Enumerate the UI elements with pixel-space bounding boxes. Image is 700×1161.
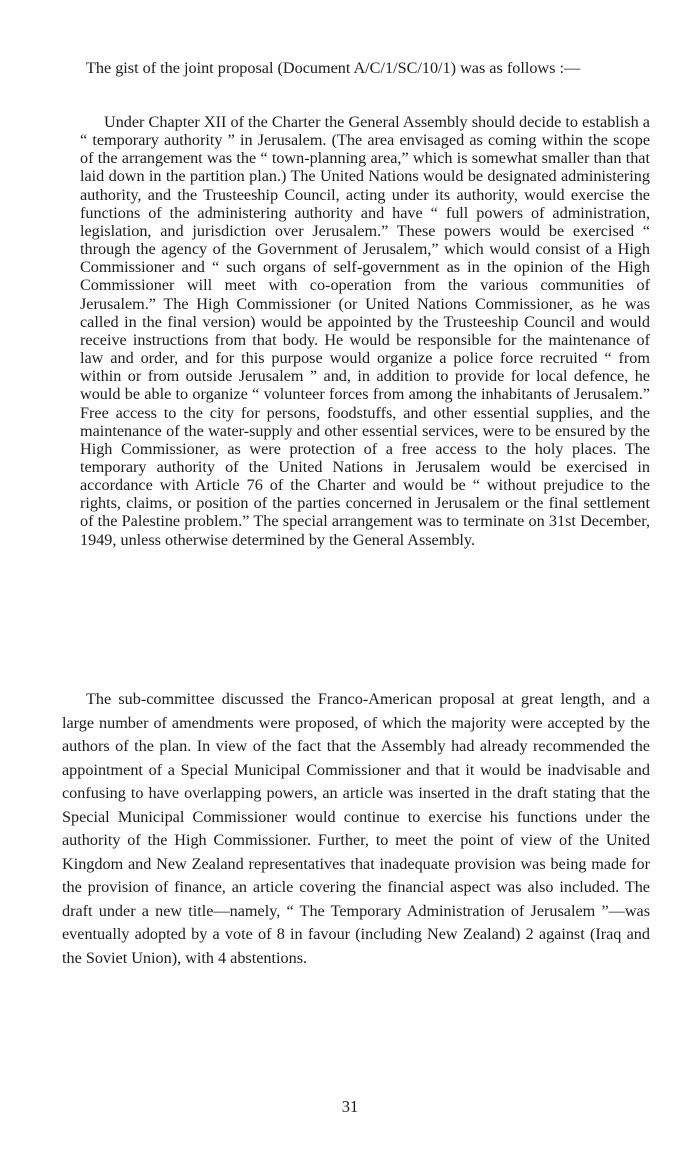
page-number: 31 — [341, 1097, 359, 1116]
subcommittee-paragraph: The sub-committee discussed the Franco-American proposal at great length, and a large number of amendments were proposed, of which the majority were accepted by the authors of the plan. In view of the fact that the Assembly had already recommended the appointment of a Special Municipal Commissioner and that it would be inadvisable and confusing to have overlapping powers, an article was inserted in the draft stating that the Special Municipal Commissioner would continue to exercise his functions under the authority of the High Commissioner. Further, to meet the point of view of the United Kingdom and New Zealand representatives that inadequate provision was being made for the provision of finance, an article covering the financial aspect was also included. The draft under a new title—namely, “ The Temporary Administration of Jerusalem ”—was eventually adopted by a vote of 8 in favour (including New Zealand) 2 against (Iraq and the Soviet Union), with 4 abstentions. — [62, 690, 650, 967]
quoted-proposal-paragraph: Under Chapter XII of the Charter the General Assembly should decide to establish a “ temporary authority ” in Jerusalem. (The area envisaged as coming within the scope of the arrangement was the “ town-planning area,” which is somewhat smaller than that laid down in the partition plan.) The United Nations would be designated administering authority, and the Trusteeship Council, acting under its authority, would exercise the functions of the administering authority and have “ full powers of administration, legislation, and jurisdiction over Jerusalem.” These powers would be exercised “ through the agency of the Government of Jerusalem,” which would consist of a High Commissioner and “ such organs of self-government as in the opinion of the High Commissioner will meet with co-operation from the various communities of Jerusalem.” The High Commissioner (or United Nations Commissioner, as he was called in the final version) would be appointed by the Trusteeship Council and would receive instructions from that body. He would be responsible for the maintenance of law and order, and for this purpose would organize a police force recruited “ from within or from outside Jerusalem ” and, in addition to provide for local defence, he would be able to organize “ volunteer forces from among the inhabitants of Jerusalem.” Free access to the city for persons, foodstuffs, and other essential supplies, and the maintenance of the water-supply and other essential services, were to be ensured by the High Commissioner, as were protection of a free access to the holy places. The temporary authority of the United Nations in Jerusalem would be exercised in accordance with Article 76 of the Charter and would be “ without prejudice to the rights, claims, or position of the parties concerned in Jerusalem or the final settlement of the Palestine problem.” The special arrangement was to terminate on 31st December, 1949, unless otherwise determined by the General Assembly. — [80, 113, 650, 549]
intro-paragraph: The gist of the joint proposal (Document A/C/1/SC/10/1) was as follows :— — [86, 59, 581, 77]
